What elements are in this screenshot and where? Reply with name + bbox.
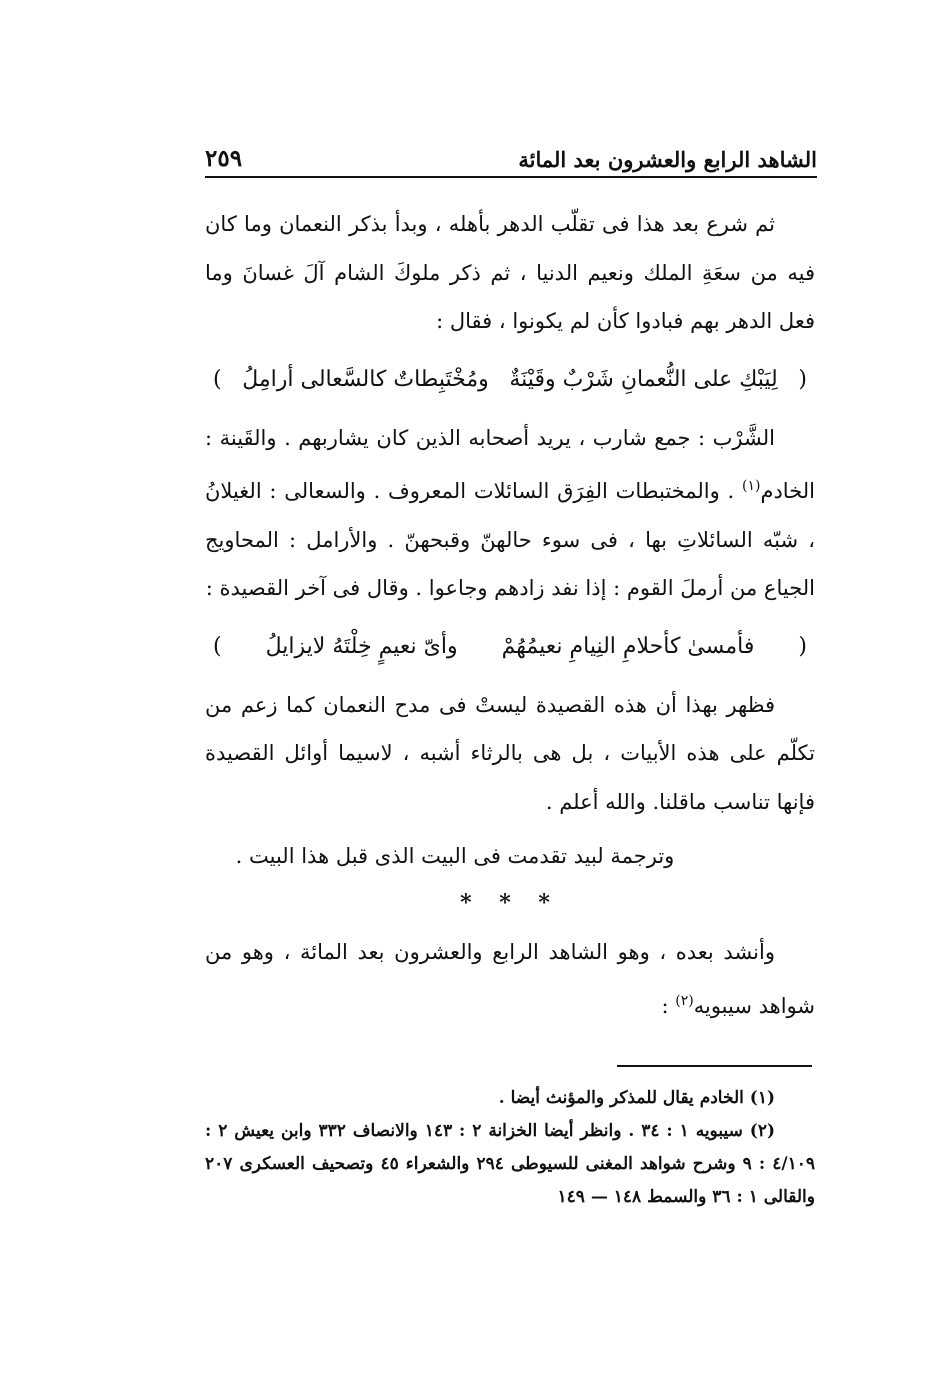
- footnote-ref-1: (١): [741, 478, 761, 494]
- verse-1-first-hemistich: لِيَبْكِ على النُّعمانِ شَرْبٌ وقَيْنَةٌ: [509, 366, 778, 392]
- footnote-1: (١) الخادم يقال للمذكر والمؤنث أيضا .: [498, 1088, 775, 1108]
- verse-1: [205, 360, 815, 400]
- section-divider-stars: * * *: [460, 890, 560, 916]
- paragraph-2: [205, 414, 815, 613]
- paragraph-3: فظهر بهذا أن هذه القصيدة ليستْ فى مدح النعمان كما زعم من تكلّم على هذه الأبيات ، بل هى بالرثاء أشبه ، لاسيما أوائل القصيدة فإنها تناسب ماقلنا. والله أعلم .: [205, 692, 815, 814]
- paragraph-2-part-b: . والمختبطات الفِرَق السائلات المعروف . والسعالى : الغيلانُ ، شبّه السائلاتِ بها ، فى سوء حالهنّ وقبحهنّ . والأرامل : المحاويج الجياع من أرملَ القوم : إذا نفد زادهم وجاعوا . وقال فى آخر القصيدة :: [205, 479, 815, 600]
- verse-1-close: ): [213, 366, 222, 392]
- verse-1-second-hemistich: ومُخْتَبِطاتٌ كالسَّعالى أرامِلُ: [242, 366, 489, 392]
- paragraph-5: [205, 928, 815, 1030]
- paragraph-5-part-b: :: [661, 993, 676, 1018]
- main-text: [205, 200, 815, 1030]
- verse-2-close: ): [213, 633, 222, 659]
- footnotes: [205, 1082, 815, 1214]
- verse-2-first-hemistich: فأمسىٰ كأحلامِ النِيامِ نعيمُهُمْ: [501, 633, 755, 659]
- verse-2: [205, 627, 815, 667]
- paragraph-4: وترجمة لبيد تقدمت فى البيت الذى قبل هذا البيت .: [235, 844, 675, 868]
- verse-2-second-hemistich: وأىّ نعيمٍ خِلْتَهُ لايزايلُ: [265, 633, 458, 659]
- footnote-ref-2: (٢): [675, 992, 694, 1009]
- footnote-2: (٢) سيبويه ١ : ٣٤ . وانظر أيضا الخزانة ٢ : ١٤٣ والانصاف ٣٣٢ وابن يعيش ٢ : ٤/١٠٩ : ٩ وشرح شواهد المغنى للسيوطى ٢٩٤ والشعراء ٤٥ وتصحيف العسكرى ٢٠٧ والقالى ١ : ٣٦ والسمط ١٤٨ — ١٤٩: [205, 1121, 816, 1207]
- running-header: [205, 138, 817, 172]
- verse-2-open: (: [798, 633, 807, 659]
- paragraph-1: ثم شرع بعد هذا فى تقلّب الدهر بأهله ، وبدأ بذكر النعمان وما كان فيه من سعَةِ الملك ونعيم الدنيا ، ثم ذكر ملوكَ الشام آلَ غسانَ وما فعل الدهر بهم فبادوا كأن لم يكونوا ، فقال :: [205, 212, 815, 333]
- page-number: ٢٥٩: [205, 145, 243, 172]
- paragraph-2-part-a: الشَّرْب : جمع شارب ، يريد أصحابه الذين كان يشاربهم . والقَينة : الخادم: [205, 425, 815, 503]
- running-title: الشاهد الرابع والعشرون بعد المائة: [518, 147, 817, 172]
- footnote-rule: [617, 1065, 812, 1067]
- paragraph-5-part-a: وأنشد بعده ، وهو الشاهد الرابع والعشرون بعد المائة ، وهو من شواهد سيبويه: [205, 940, 815, 1018]
- header-rule: [205, 176, 817, 178]
- verse-1-open: (: [798, 366, 807, 392]
